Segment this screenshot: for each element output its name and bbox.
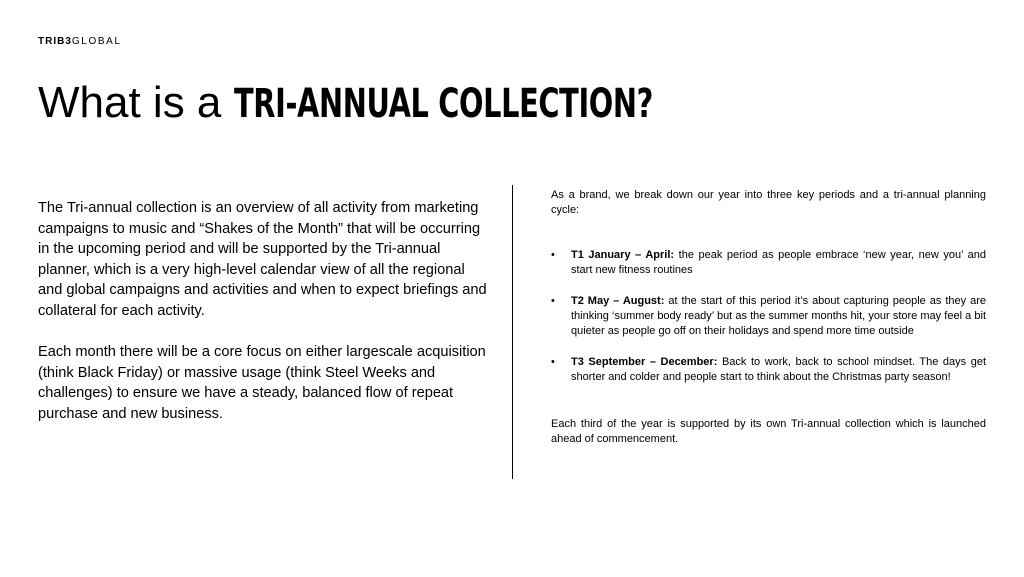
- period-label: T1 January – April:: [571, 249, 675, 261]
- brand-name-regular: GLOBAL: [71, 36, 122, 47]
- left-column: [38, 198, 488, 425]
- period-text: the peak period as people embrace ‘new year, new you’ and start new fitness routines: [571, 249, 986, 276]
- right-closing: Each third of the year is supported by its own Tri-annual collection which is launched ahead of commencement.: [551, 418, 986, 445]
- column-divider: [512, 185, 513, 479]
- left-paragraph-1: The Tri-annual collection is an overview of all activity from marketing campaigns to music and “Shakes of the Month” that will be occurring in the upcoming period and will be supported by the Tri-annual planner, which is a very high-level calendar view of all the regional and global campaigns and activities and when to expect briefings and collateral for each activity.: [38, 200, 487, 319]
- title-bold: TRI-ANNUAL COLLECTION?: [233, 81, 653, 127]
- period-label: T3 September – December:: [571, 356, 718, 368]
- period-item-t3: [551, 355, 986, 385]
- brand-logo-text: [38, 36, 122, 47]
- period-item-t2: [551, 294, 986, 339]
- period-item-t1: [551, 248, 986, 278]
- slide-title: [38, 78, 816, 129]
- title-light: What is a: [38, 78, 222, 127]
- period-text: at the start of this period it’s about capturing people as they are thinking ‘summer body ready’ but as the summer months hit, your store may feel a bit quieter as people go off on their holidays and spend more time outside: [571, 295, 986, 337]
- right-column: [551, 188, 986, 447]
- right-intro: As a brand, we break down our year into three key periods and a tri-annual planning cycle:: [551, 189, 986, 216]
- brand-name-bold: TRIB3: [38, 36, 72, 47]
- period-list: [551, 248, 986, 385]
- period-text: Back to work, back to school mindset. The days get shorter and colder and people start to think about the Christmas party season!: [571, 356, 987, 383]
- bullet-icon: •: [551, 356, 555, 368]
- bullet-icon: •: [551, 249, 555, 261]
- left-paragraph-2: Each month there will be a core focus on either largescale acquisition (think Black Friday) or massive usage (think Steel Weeks and challenges) to ensure we have a steady, balanced flow of repeat purchase and new business.: [38, 344, 486, 422]
- bullet-icon: •: [551, 295, 555, 307]
- period-label: T2 May – August:: [571, 295, 665, 307]
